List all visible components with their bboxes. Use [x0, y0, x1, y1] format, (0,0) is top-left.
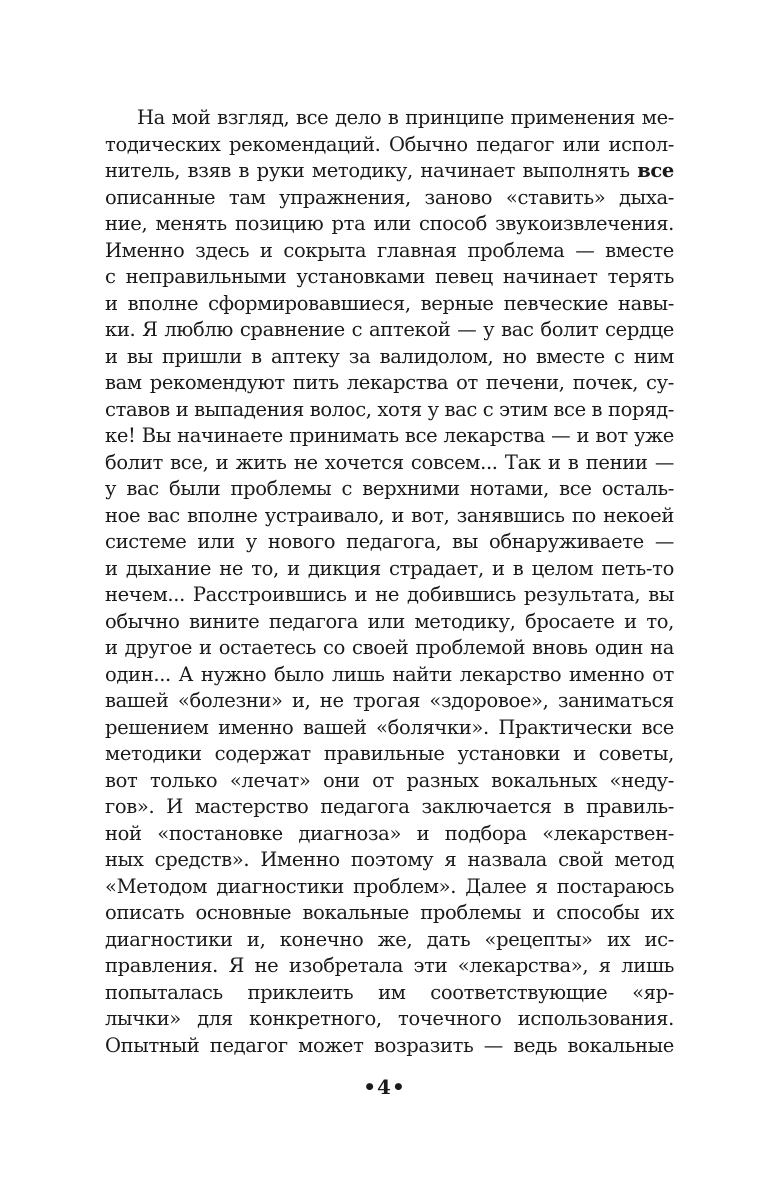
text-line: и дыхание не то, и дикция страдает, и в целом петь-то: [105, 556, 674, 580]
text-line: ной «постановке диагноза» и подбора «лекарствен-: [105, 821, 674, 845]
text-line: нечем... Расстроившись и не добившись результата, вы: [105, 583, 674, 606]
text-line: обычно вините педагога или методику, бросаете и то,: [105, 609, 674, 633]
text-line: и вполне сформировавшиеся, верные певческие навы-: [105, 291, 674, 315]
text-line: методики содержат правильные установки и советы,: [105, 742, 674, 765]
emphasis-word: все: [637, 159, 674, 182]
text-line: вашей «болезни» и, не трогая «здоровое», заниматься: [105, 689, 674, 712]
text-line: системе или у нового педагога, вы обнаруживаете —: [105, 530, 674, 553]
text-line: правления. Я не изобретала эти «лекарства», я лишь: [105, 954, 674, 977]
text-line: и другое и остаетесь со своей проблемой вновь один на: [105, 636, 674, 659]
body-text: [105, 105, 674, 1059]
text-line: ное вас вполне устраивало, и вот, занявшись по некоей: [105, 503, 674, 527]
text-line: решением именно вашей «болячки». Практически все: [105, 715, 674, 739]
text-line: «Методом диагностики проблем». Далее я постараюсь: [105, 874, 674, 898]
page-number: •4•: [363, 1075, 406, 1099]
text-line: ние, менять позицию рта или способ звукоизвлечения.: [105, 212, 674, 235]
text-line: с неправильными установками певец начинает терять: [105, 265, 674, 288]
text-line: На мой взгляд, все дело в принципе применения ме-: [137, 106, 674, 129]
text-line: лычки» для конкретного, точечного использования.: [105, 1007, 674, 1030]
text-line: один... А нужно было лишь найти лекарство именно от: [105, 662, 674, 686]
text-line: Именно здесь и сокрыта главная проблема — вместе: [105, 238, 674, 262]
text-line-with-emphasis: [105, 158, 674, 185]
text-line: тодических рекомендаций. Обычно педагог или испол-: [105, 132, 674, 156]
text-line: у вас были проблемы с верхними нотами, все осталь-: [105, 477, 674, 500]
text-line: гов». И мастерство педагога заключается в правиль-: [105, 795, 674, 818]
text-line: ных средств». Именно поэтому я назвала свой метод: [105, 848, 674, 871]
text-line: болит все, и жить не хочется совсем... Так и в пении —: [105, 450, 674, 474]
text-line: диагностики и, конечно же, дать «рецепты» их ис-: [105, 927, 674, 951]
text-line: Опытный педагог может возразить — ведь вокальные: [105, 1033, 674, 1057]
text-line: вам рекомендуют пить лекарства от печени, почек, су-: [105, 371, 674, 394]
text-line: ки. Я люблю сравнение с аптекой — у вас болит сердце: [105, 318, 674, 341]
text-line: ке! Вы начинаете принимать все лекарства — и вот уже: [105, 424, 674, 447]
text-line-part: нитель, взяв в руки методику, начинает выполнять: [105, 159, 630, 182]
text-line: ставов и выпадения волос, хотя у вас с этим все в поряд-: [105, 397, 674, 421]
text-line: вот только «лечат» они от разных вокальных «неду-: [105, 768, 674, 792]
text-line: описанные там упражнения, заново «ставить» дыха-: [105, 185, 674, 209]
text-line: описать основные вокальные проблемы и способы их: [105, 901, 674, 924]
text-line: попыталась приклеить им соответствующие «яр-: [105, 980, 674, 1004]
text-line: и вы пришли в аптеку за валидолом, но вместе с ним: [105, 344, 674, 368]
